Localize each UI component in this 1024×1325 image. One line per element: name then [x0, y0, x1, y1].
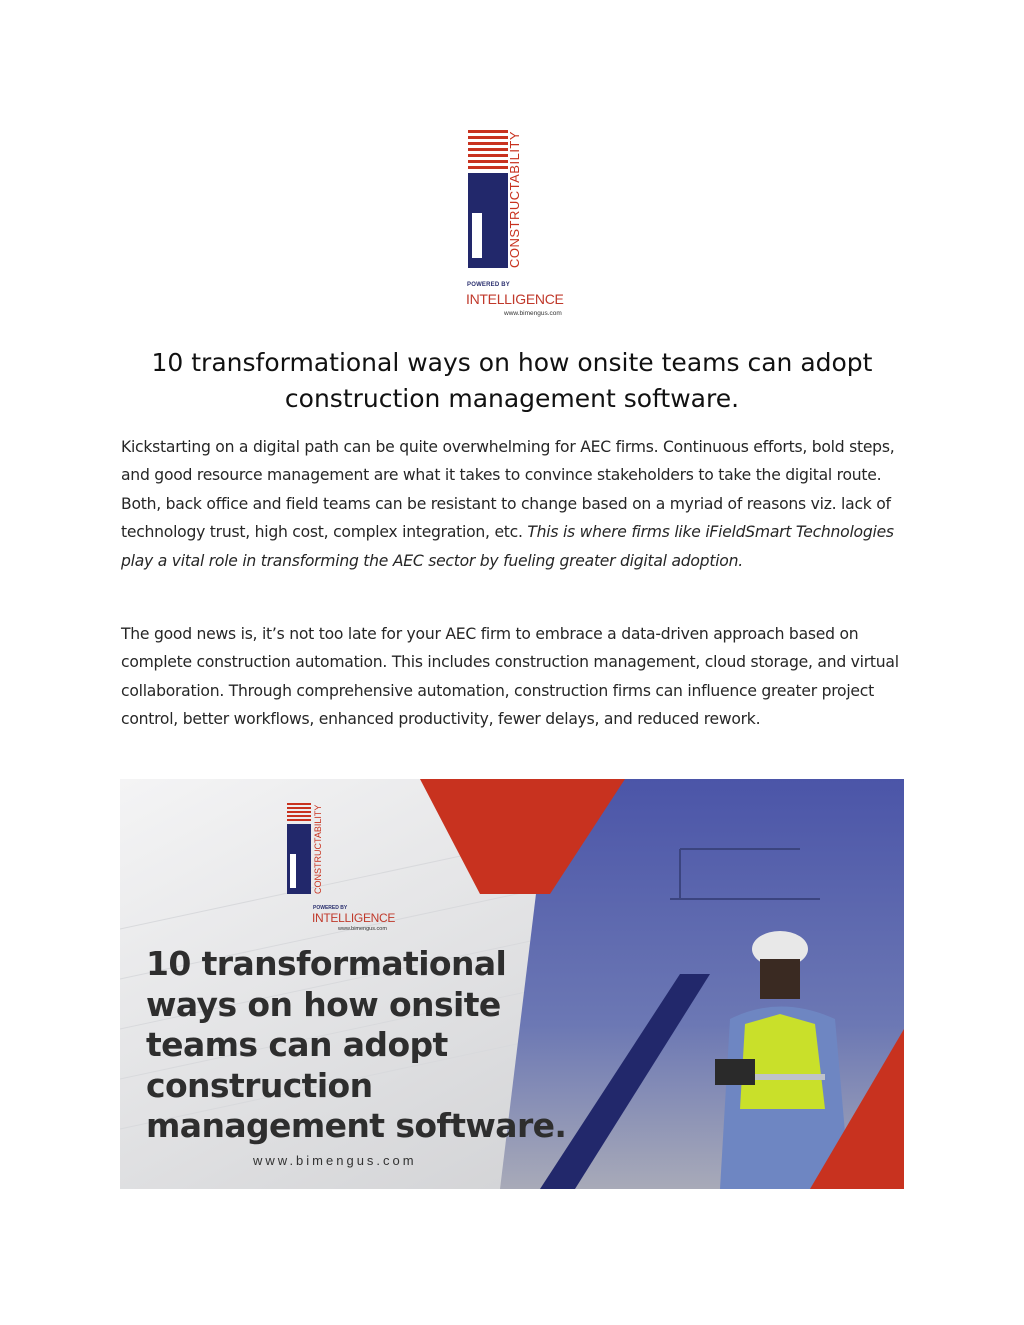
logo-door [472, 213, 482, 258]
banner-heading: 10 transformational ways on how onsite teams can adopt construction management software. [146, 944, 567, 1145]
banner-logo [283, 797, 358, 907]
logo-url: www.bimengus.com [504, 310, 562, 317]
banner-intelligence: INTELLIGENCE [312, 911, 396, 925]
intro-paragraph [121, 433, 911, 575]
logo-intelligence: INTELLIGENCE [466, 291, 564, 307]
intro-italic-text: This is where firms like iFieldSmart Technologies play a vital role in transforming the AEC sector by fueling greater digital adoption. [121, 523, 894, 570]
logo-powered-by: POWERED BY [467, 282, 511, 288]
banner-powered-by: POWERED BY [313, 905, 348, 911]
article-title: 10 transformational ways on how onsite teams can adopt construction management software. [151, 348, 873, 413]
banner-logo-url: www.bimengus.com [338, 926, 387, 932]
intro-text: Kickstarting on a digital path can be quite overwhelming for AEC firms. Continuous efforts, bold steps, and good resource management are what it takes to convince stakeholders to take the digital route. Both, back office and field teams can be resistant to change based on a myriad of reasons viz. lack of technology trust, high cost, complex integration, etc. [121, 438, 895, 542]
logo-stripes [468, 130, 508, 169]
second-paragraph: The good news is, it’s not too late for your AEC firm to embrace a data-driven approach based on complete construction automation. This includes construction management, cloud storage, and virtual collaboration. Through comprehensive automation, construction firms can influence greater project control, better workflows, enhanced productivity, fewer delays, and reduced rework. [121, 625, 899, 729]
logo-brand-word: CONSTRUCTABILITY [507, 130, 522, 268]
banner-website: www.bimengus.com [253, 1153, 417, 1168]
banner-logo-word: CONSTRUCTABILITY [313, 804, 323, 894]
